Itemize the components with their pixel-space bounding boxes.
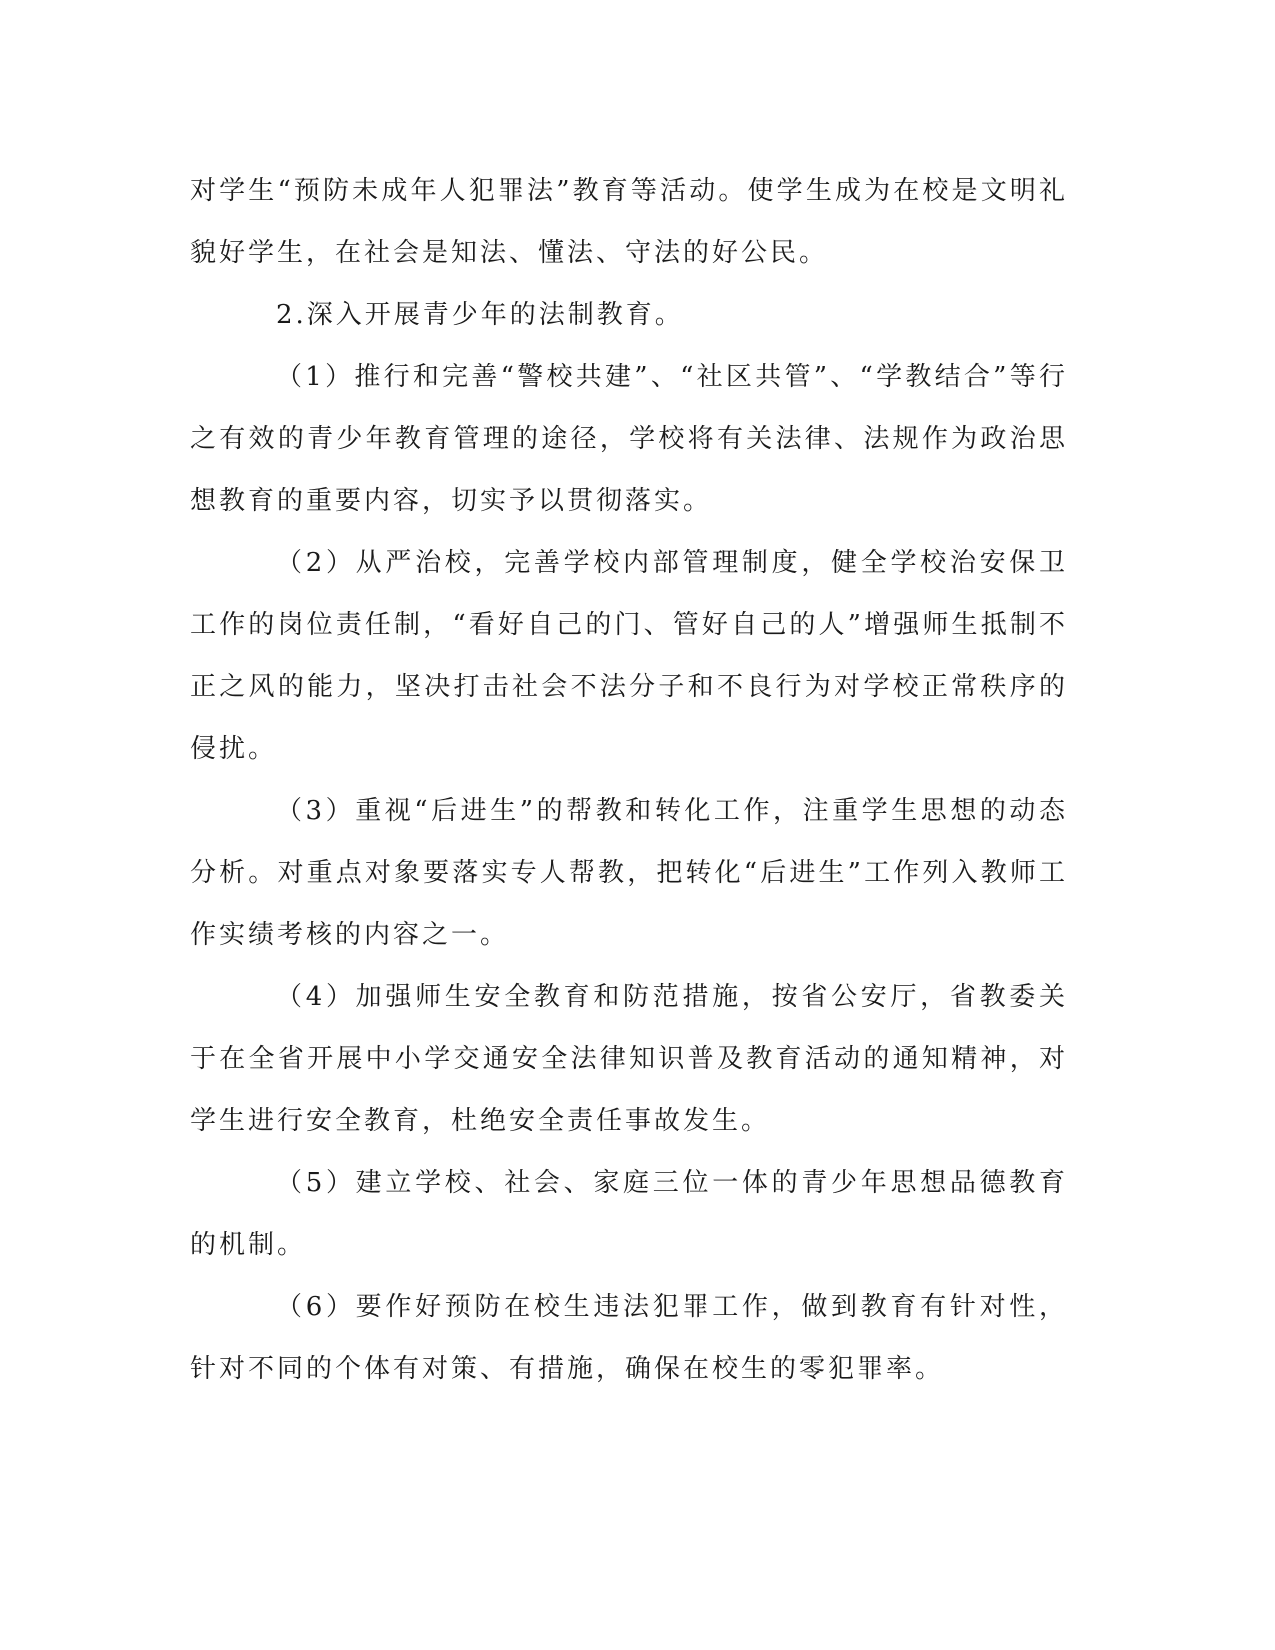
paragraph-item-6: （6）要作好预防在校生违法犯罪工作，做到教育有针对性，针对不同的个体有对策、有措施，确保在校生的零犯罪率。 — [190, 1292, 1068, 1384]
document-body — [190, 160, 1068, 1400]
paragraph-item-4: （4）加强师生安全教育和防范措施，按省公安厅，省教委关于在全省开展中小学交通安全法律知识普及教育活动的通知精神，对学生进行安全教育，杜绝安全责任事故发生。 — [190, 982, 1068, 1136]
paragraph-item-5: （5）建立学校、社会、家庭三位一体的青少年思想品德教育的机制。 — [190, 1168, 1068, 1260]
paragraph-continuation: 对学生“预防未成年人犯罪法”教育等活动。使学生成为在校是文明礼貌好学生，在社会是知法、懂法、守法的好公民。 — [190, 176, 1068, 268]
paragraph-item-2: （2）从严治校，完善学校内部管理制度，健全学校治安保卫工作的岗位责任制，“看好自己的门、管好自己的人”增强师生抵制不正之风的能力，坚决打击社会不法分子和不良行为对学校正常秩序的侵扰。 — [190, 548, 1068, 764]
section-heading: 2.深入开展青少年的法制教育。 — [276, 300, 684, 330]
paragraph-item-1: （1）推行和完善“警校共建”、“社区共管”、“学教结合”等行之有效的青少年教育管理的途径，学校将有关法律、法规作为政治思想教育的重要内容，切实予以贯彻落实。 — [190, 362, 1068, 516]
paragraph-item-3: （3）重视“后进生”的帮教和转化工作，注重学生思想的动态分析。对重点对象要落实专人帮教，把转化“后进生”工作列入教师工作实绩考核的内容之一。 — [190, 796, 1068, 950]
